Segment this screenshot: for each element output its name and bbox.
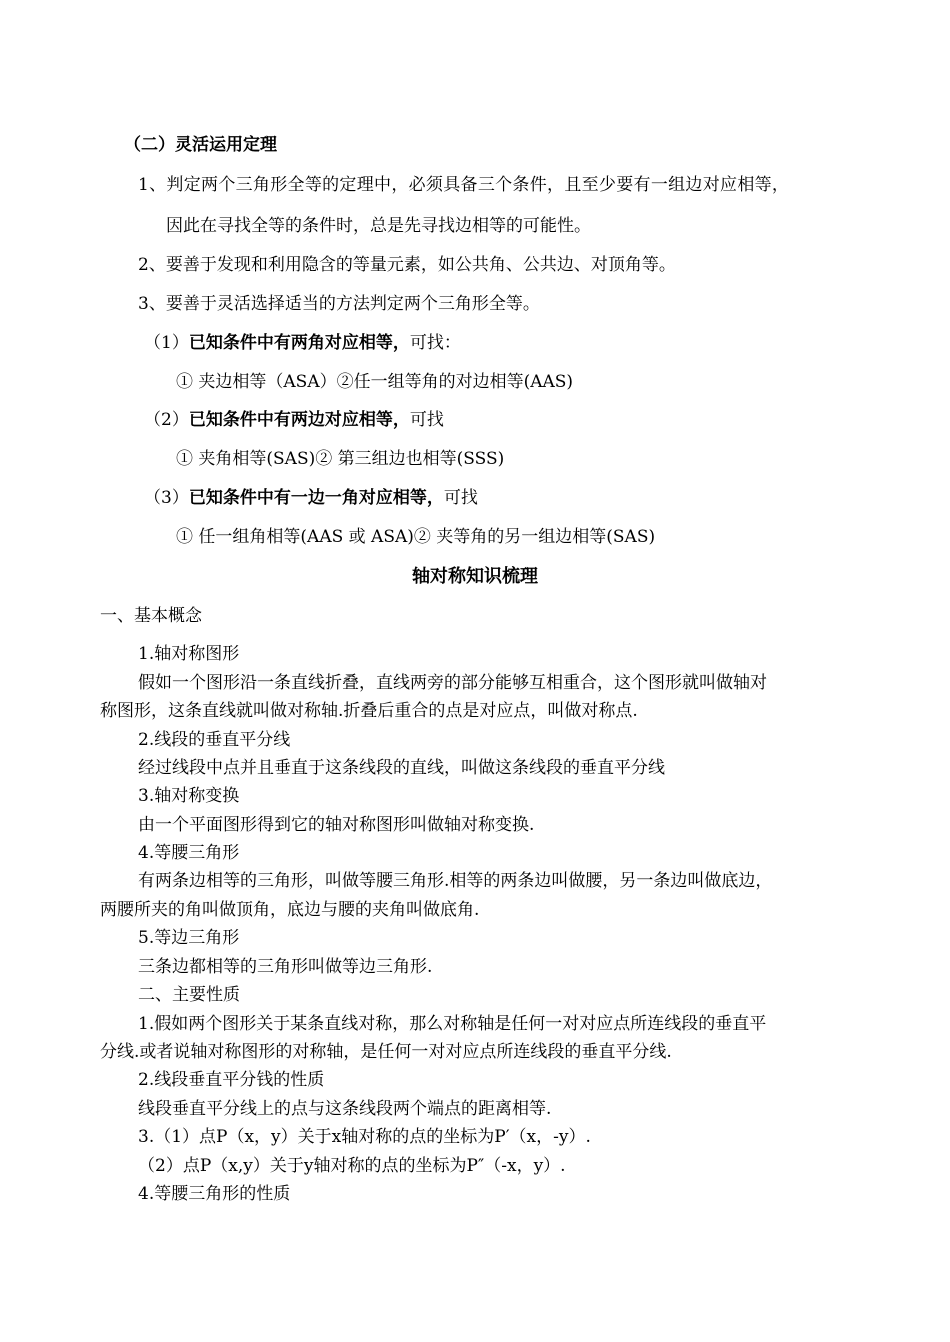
subheading: 4.等腰三角形的性质	[138, 1184, 291, 1204]
section-heading: 二、主要性质	[138, 985, 240, 1005]
case-detail: ① 任一组角相等(AAS 或 ASA)② 夹等角的另一组边相等(SAS)	[176, 527, 656, 547]
paragraph: 3、要善于灵活选择适当的方法判定两个三角形全等。	[138, 294, 540, 314]
case-tail: 可找	[409, 410, 444, 430]
case-condition: 已知条件中有两角对应相等，	[188, 333, 410, 353]
section-heading: 一、基本概念	[100, 606, 202, 626]
paragraph: 两腰所夹的角叫做顶角，底边与腰的夹角叫做底角.	[100, 900, 480, 920]
case-number: （1）	[144, 333, 189, 353]
page-title: 轴对称知识梳理	[412, 566, 538, 587]
case-detail: ① 夹边相等（ASA）②任一组等角的对边相等(AAS)	[176, 372, 574, 392]
case-tail: 可找	[443, 488, 478, 508]
case-condition: 已知条件中有两边对应相等，	[188, 410, 410, 430]
paragraph: 由一个平面图形得到它的轴对称图形叫做轴对称变换.	[138, 815, 535, 835]
case-number: （3）	[144, 488, 189, 508]
subheading: 4.等腰三角形	[138, 843, 240, 863]
case-number: （2）	[144, 410, 189, 430]
section-heading: （二）灵活运用定理	[124, 135, 277, 155]
paragraph: 分线.或者说轴对称图形的对称轴，是任何一对对应点所连线段的垂直平分线.	[100, 1042, 672, 1062]
case-line	[144, 331, 461, 355]
paragraph: 经过线段中点并且垂直于这条线段的直线，叫做这条线段的垂直平分线	[138, 758, 665, 778]
paragraph: 1、判定两个三角形全等的定理中，必须具备三个条件，且至少要有一组边对应相等，	[138, 175, 790, 195]
case-condition: 已知条件中有一边一角对应相等，	[188, 488, 444, 508]
case-detail: ① 夹角相等(SAS)② 第三组边也相等(SSS)	[176, 449, 505, 469]
subheading: 3.轴对称变换	[138, 786, 240, 806]
case-tail: 可找：	[409, 333, 461, 353]
paragraph: 因此在寻找全等的条件时，总是先寻找边相等的可能性。	[166, 216, 591, 236]
paragraph: 称图形，这条直线就叫做对称轴.折叠后重合的点是对应点，叫做对称点.	[100, 701, 638, 721]
subheading: 2.线段垂直平分钱的性质	[138, 1070, 325, 1090]
case-line	[144, 408, 444, 432]
paragraph: 2、要善于发现和利用隐含的等量元素，如公共角、公共边、对顶角等。	[138, 255, 676, 275]
case-line	[144, 486, 478, 510]
paragraph: 线段垂直平分线上的点与这条线段两个端点的距离相等.	[138, 1099, 552, 1119]
paragraph: 3.（1）点P（x，y）关于x轴对称的点的坐标为P′（x，-y）.	[138, 1127, 591, 1147]
paragraph: （2）点P（x,y）关于y轴对称的点的坐标为P″（-x，y）.	[138, 1156, 566, 1176]
paragraph: 假如一个图形沿一条直线折叠，直线两旁的部分能够互相重合，这个图形就叫做轴对	[138, 673, 767, 693]
subheading: 1.轴对称图形	[138, 644, 240, 664]
paragraph: 有两条边相等的三角形，叫做等腰三角形.相等的两条边叫做腰，另一条边叫做底边，	[138, 871, 773, 891]
paragraph: 1.假如两个图形关于某条直线对称，那么对称轴是任何一对对应点所连线段的垂直平	[138, 1014, 767, 1034]
paragraph: 三条边都相等的三角形叫做等边三角形.	[138, 957, 433, 977]
subheading: 5.等边三角形	[138, 928, 240, 948]
subheading: 2.线段的垂直平分线	[138, 730, 291, 750]
